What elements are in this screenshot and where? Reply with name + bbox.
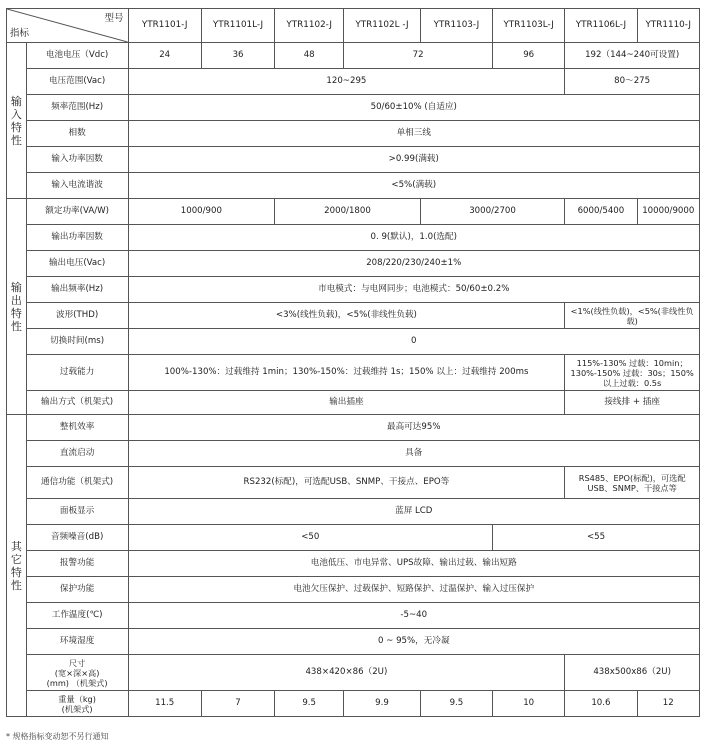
group-output-label: 输 出 特 性 (7, 199, 27, 415)
model-header: YTR1103L-J (493, 9, 565, 43)
row-label: 输出电压(Vac) (26, 251, 128, 277)
cell-value: 具备 (128, 441, 699, 467)
header-row (7, 9, 700, 43)
cell-value: RS232(标配)，可选配USB、SNMP、干接点、EPO等 (128, 467, 565, 499)
cell-value: 100%-130%：过载维持 1min；130%-150%：过载维持 1s；150% 以上：过载维持 200ms (128, 355, 565, 391)
table-row (7, 251, 700, 277)
group-other-label: 其 它 特 性 (7, 415, 27, 717)
cell-value: <1%(线性负载)，<5%(非线性负载) (565, 303, 700, 329)
cell-value: 9.5 (275, 691, 344, 717)
cell-value: 80～275 (565, 69, 700, 95)
cell-value: 0 ~ 95%，无冷凝 (128, 629, 699, 655)
row-label: 输入电流谐波 (26, 173, 128, 199)
row-label-weight: 重量（kg) (机架式) (26, 691, 128, 717)
table-row (7, 147, 700, 173)
row-label: 通信功能（机架式) (26, 467, 128, 499)
cell-value: 438x500x86（2U) (565, 655, 700, 691)
cell-value: 0 (128, 329, 699, 355)
model-header: YTR1103-J (420, 9, 492, 43)
table-row (7, 43, 700, 69)
model-header: YTR1101L-J (201, 9, 274, 43)
table-row (7, 415, 700, 441)
cell-value: 96 (493, 43, 565, 69)
table-row (7, 95, 700, 121)
table-row (7, 551, 700, 577)
table-row (7, 303, 700, 329)
model-header: YTR1110-J (637, 9, 699, 43)
cell-value: <50 (128, 525, 493, 551)
row-label: 电池电压（Vdc) (26, 43, 128, 69)
row-label: 输入功率因数 (26, 147, 128, 173)
table-row (7, 603, 700, 629)
cell-value: -5~40 (128, 603, 699, 629)
cell-value: 10000/9000 (637, 199, 699, 225)
table-row (7, 199, 700, 225)
table-row (7, 525, 700, 551)
row-label: 音频噪音(dB) (26, 525, 128, 551)
cell-value: 48 (275, 43, 344, 69)
cell-value: 192（144~240可设置) (565, 43, 700, 69)
row-label: 额定功率(VA/W) (26, 199, 128, 225)
table-row (7, 441, 700, 467)
cell-value: 438×420×86（2U) (128, 655, 565, 691)
row-label: 整机效率 (26, 415, 128, 441)
cell-value: 3000/2700 (420, 199, 565, 225)
table-row (7, 355, 700, 391)
cell-value: 120~295 (128, 69, 565, 95)
row-label: 面板显示 (26, 499, 128, 525)
table-row (7, 499, 700, 525)
row-label: 波形(THD) (26, 303, 128, 329)
cell-value: 12 (637, 691, 699, 717)
model-header: YTR1101-J (128, 9, 201, 43)
row-label: 工作温度(℃) (26, 603, 128, 629)
row-label: 切换时间(ms) (26, 329, 128, 355)
table-row (7, 329, 700, 355)
group-input-label: 输 入 特 性 (7, 43, 27, 199)
table-row (7, 69, 700, 95)
cell-value: RS485、EPO(标配)，可选配 USB、SNMP、干接点等 (565, 467, 700, 499)
table-row (7, 121, 700, 147)
table-row (7, 225, 700, 251)
row-label: 环境湿度 (26, 629, 128, 655)
cell-value: 50/60±10% (自适应) (128, 95, 699, 121)
cell-value: 1000/900 (128, 199, 275, 225)
cell-value: 2000/1800 (275, 199, 421, 225)
cell-value: 单相三线 (128, 121, 699, 147)
row-label: 输出频率(Hz) (26, 277, 128, 303)
table-row (7, 173, 700, 199)
row-label: 电压范围(Vac) (26, 69, 128, 95)
model-header-label: 型号 (104, 13, 124, 24)
cell-value: 115%-130% 过载：10min；130%-150% 过载：30s；150% 以上过载：0.5s (565, 355, 700, 391)
cell-value: 10.6 (565, 691, 637, 717)
corner-header-cell (7, 9, 129, 43)
cell-value: 蓝屏 LCD (128, 499, 699, 525)
table-row (7, 467, 700, 499)
cell-value: 36 (201, 43, 274, 69)
cell-value: 9.9 (344, 691, 421, 717)
cell-value: 10 (493, 691, 565, 717)
spec-table (6, 8, 700, 717)
row-label: 保护功能 (26, 577, 128, 603)
cell-value: 最高可达95% (128, 415, 699, 441)
row-label: 输出功率因数 (26, 225, 128, 251)
row-label-dimensions: 尺寸 (宽×深×高) (mm) （机架式) (26, 655, 128, 691)
cell-value: <3%(线性负载)，<5%(非线性负载) (128, 303, 565, 329)
cell-value: 电池低压、市电异常、UPS故障、输出过载、输出短路 (128, 551, 699, 577)
row-label: 直流启动 (26, 441, 128, 467)
cell-value: >0.99(满载) (128, 147, 699, 173)
cell-value: 接线排 + 插座 (565, 391, 700, 415)
cell-value: 11.5 (128, 691, 201, 717)
row-label: 报警功能 (26, 551, 128, 577)
table-row (7, 691, 700, 717)
cell-value: 6000/5400 (565, 199, 637, 225)
row-label: 频率范围(Hz) (26, 95, 128, 121)
model-header: YTR1106L-J (565, 9, 637, 43)
cell-value: 市电模式：与电网同步；电池模式：50/60±0.2% (128, 277, 699, 303)
row-label: 过载能力 (26, 355, 128, 391)
cell-value: 72 (344, 43, 493, 69)
cell-value: <5%(满载) (128, 173, 699, 199)
model-header: YTR1102L -J (344, 9, 421, 43)
table-row (7, 629, 700, 655)
table-row (7, 391, 700, 415)
cell-value: 0. 9(默认)，1.0(选配) (128, 225, 699, 251)
cell-value: 电池欠压保护、过载保护、短路保护、过温保护、输入过压保护 (128, 577, 699, 603)
row-label: 输出方式（机架式) (26, 391, 128, 415)
cell-value: 9.5 (420, 691, 492, 717)
cell-value: 208/220/230/240±1% (128, 251, 699, 277)
table-row (7, 277, 700, 303)
table-row (7, 655, 700, 691)
cell-value: <55 (493, 525, 700, 551)
cell-value: 7 (201, 691, 274, 717)
row-label: 相数 (26, 121, 128, 147)
cell-value: 24 (128, 43, 201, 69)
model-header: YTR1102-J (275, 9, 344, 43)
footnote: * 规格指标变动恕不另行通知 (6, 732, 109, 741)
cell-value: 输出插座 (128, 391, 565, 415)
table-row (7, 577, 700, 603)
index-header-label: 指标 (10, 28, 30, 39)
